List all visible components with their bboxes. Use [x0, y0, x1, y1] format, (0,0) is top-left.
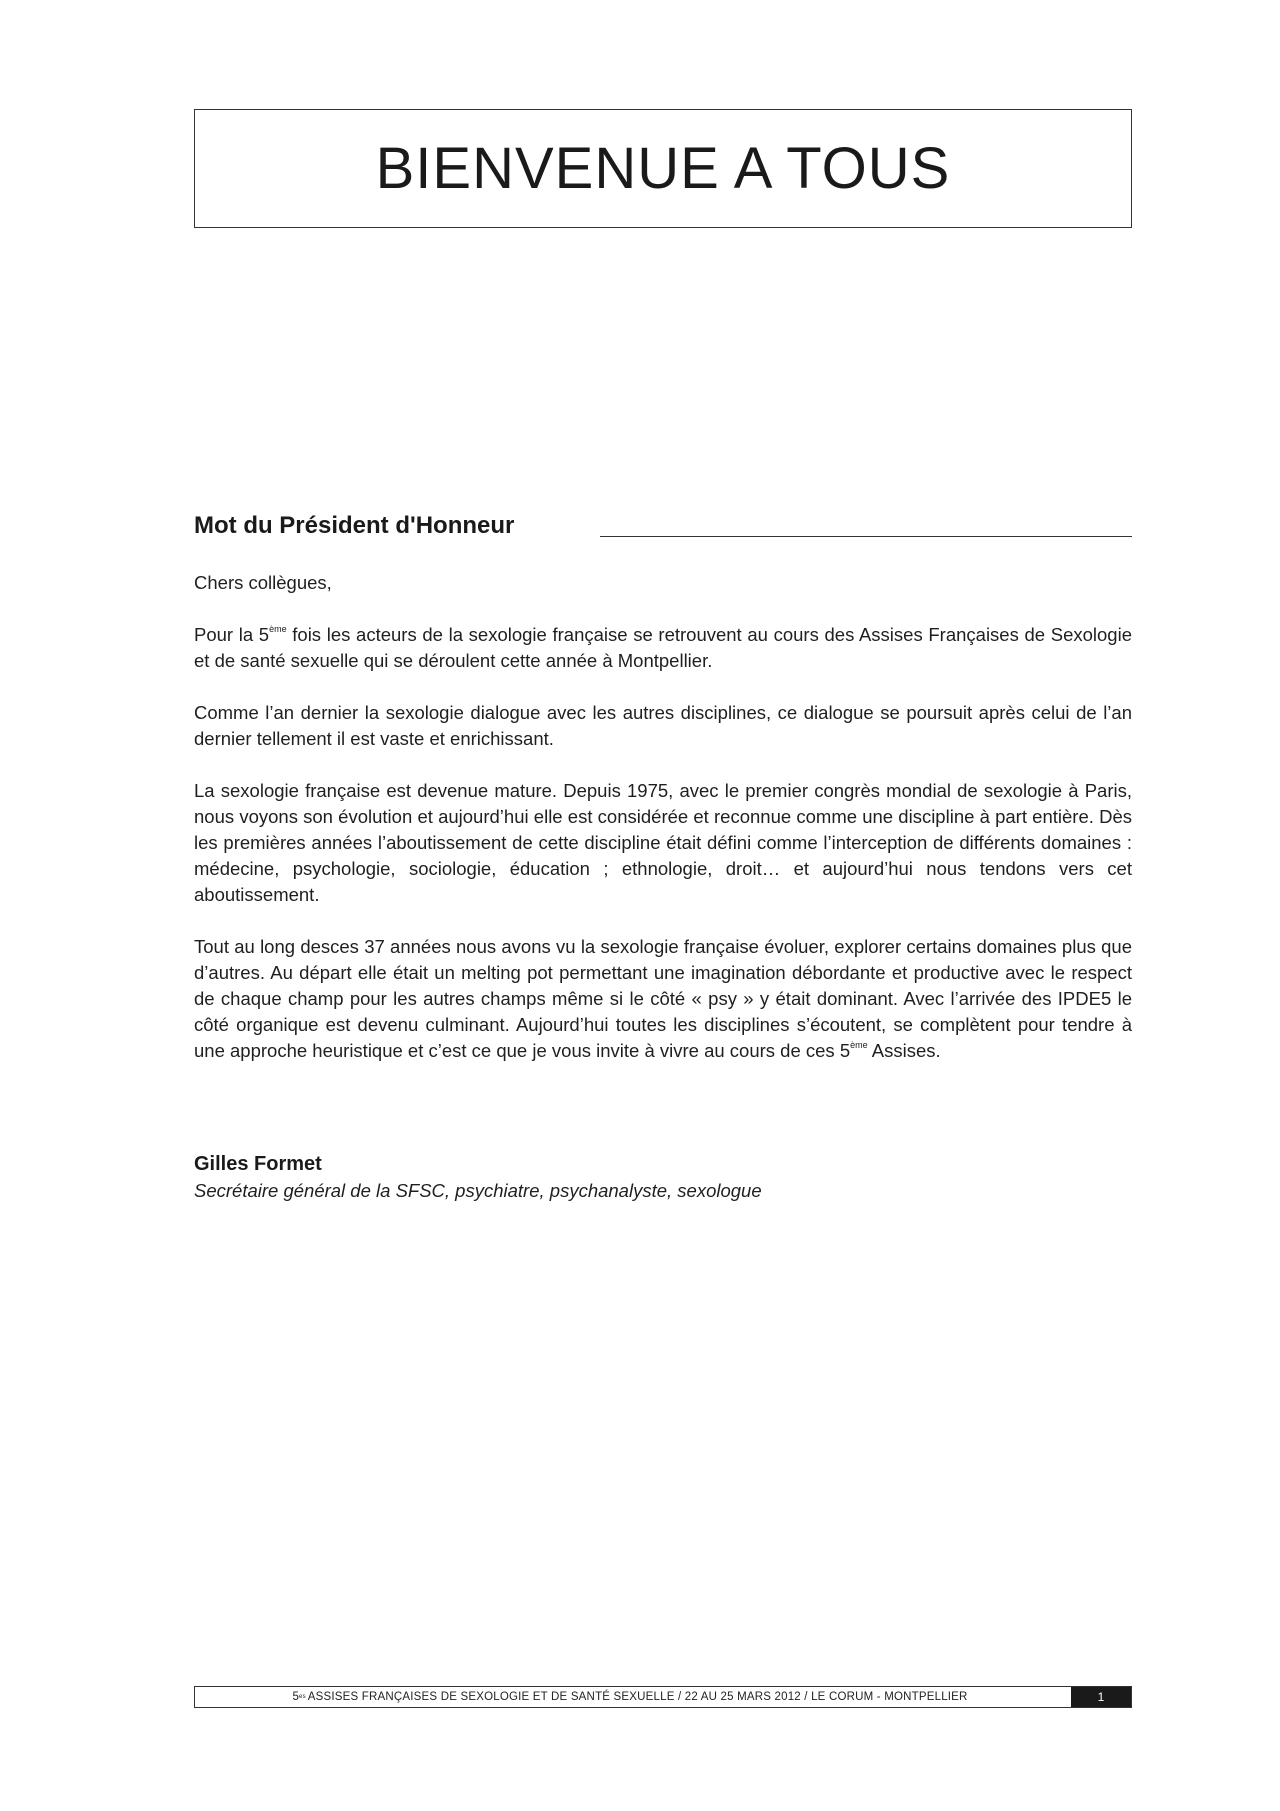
page-footer [194, 1686, 1132, 1708]
salutation: Chers collègues, [194, 572, 332, 593]
signature-block [194, 1150, 1132, 1204]
signature-role: Secrétaire général de la SFSC, psychiatre, psychanalyste, sexologue [194, 1180, 762, 1201]
ordinal-suffix: ème [850, 1040, 868, 1050]
section-header [194, 512, 1132, 546]
letter-body [194, 570, 1132, 1090]
section-divider [600, 536, 1132, 537]
paragraph-2: Comme l’an dernier la sexologie dialogue avec les autres disciplines, ce dialogue se poursuit après celui de l’an dernier tellement il est vaste et enrichissant. [194, 702, 1132, 749]
footer-text: 5 es ASSISES FRANÇAISES DE SEXOLOGIE ET DE SANTÉ SEXUELLE / 22 AU 25 MARS 2012 / LE CORUM - MONTPELLIER [292, 1691, 968, 1703]
section-heading: Mot du Président d'Honneur [194, 512, 515, 539]
paragraph-4: Tout au long desces 37 années nous avons vu la sexologie française évoluer, explorer certains domaines plus que d’autres. Au départ elle était un melting pot permettant une imagination débordante et productive avec le respect de chaque champ pour les autres champs même si le côté « psy » y était dominant. Avec l’arrivée des IPDE5 le côté organique est devenu culminant. Aujourd’hui toutes les disciplines s’écoutent, se complètent pour tendre à une approche heuristique et c’est ce que je vous invite à vivre au cours de ces 5ème Assises. [194, 936, 1132, 1061]
paragraph-1: Pour la 5ème fois les acteurs de la sexologie française se retrouvent au cours des Assises Françaises de Sexologie et de santé sexuelle qui se déroulent cette année à Montpellier. [194, 624, 1132, 671]
paragraph-3: La sexologie française est devenue mature. Depuis 1975, avec le premier congrès mondial de sexologie à Paris, nous voyons son évolution et aujourd’hui elle est considérée et reconnue comme une discipline à part entière. Dès les premières années l’aboutissement de cette discipline était défini comme l’interception de différents domaines : médecine, psychologie, sociologie, éducation ; ethnologie, droit… et aujourd’hui nous tendons vers cet aboutissement. [194, 780, 1132, 905]
signature-name: Gilles Formet [194, 1153, 322, 1175]
title-box [194, 109, 1132, 228]
ordinal-suffix: ème [269, 624, 287, 634]
page-title: BIENVENUE A TOUS [375, 136, 951, 201]
page-number: 1 [1071, 1687, 1131, 1707]
